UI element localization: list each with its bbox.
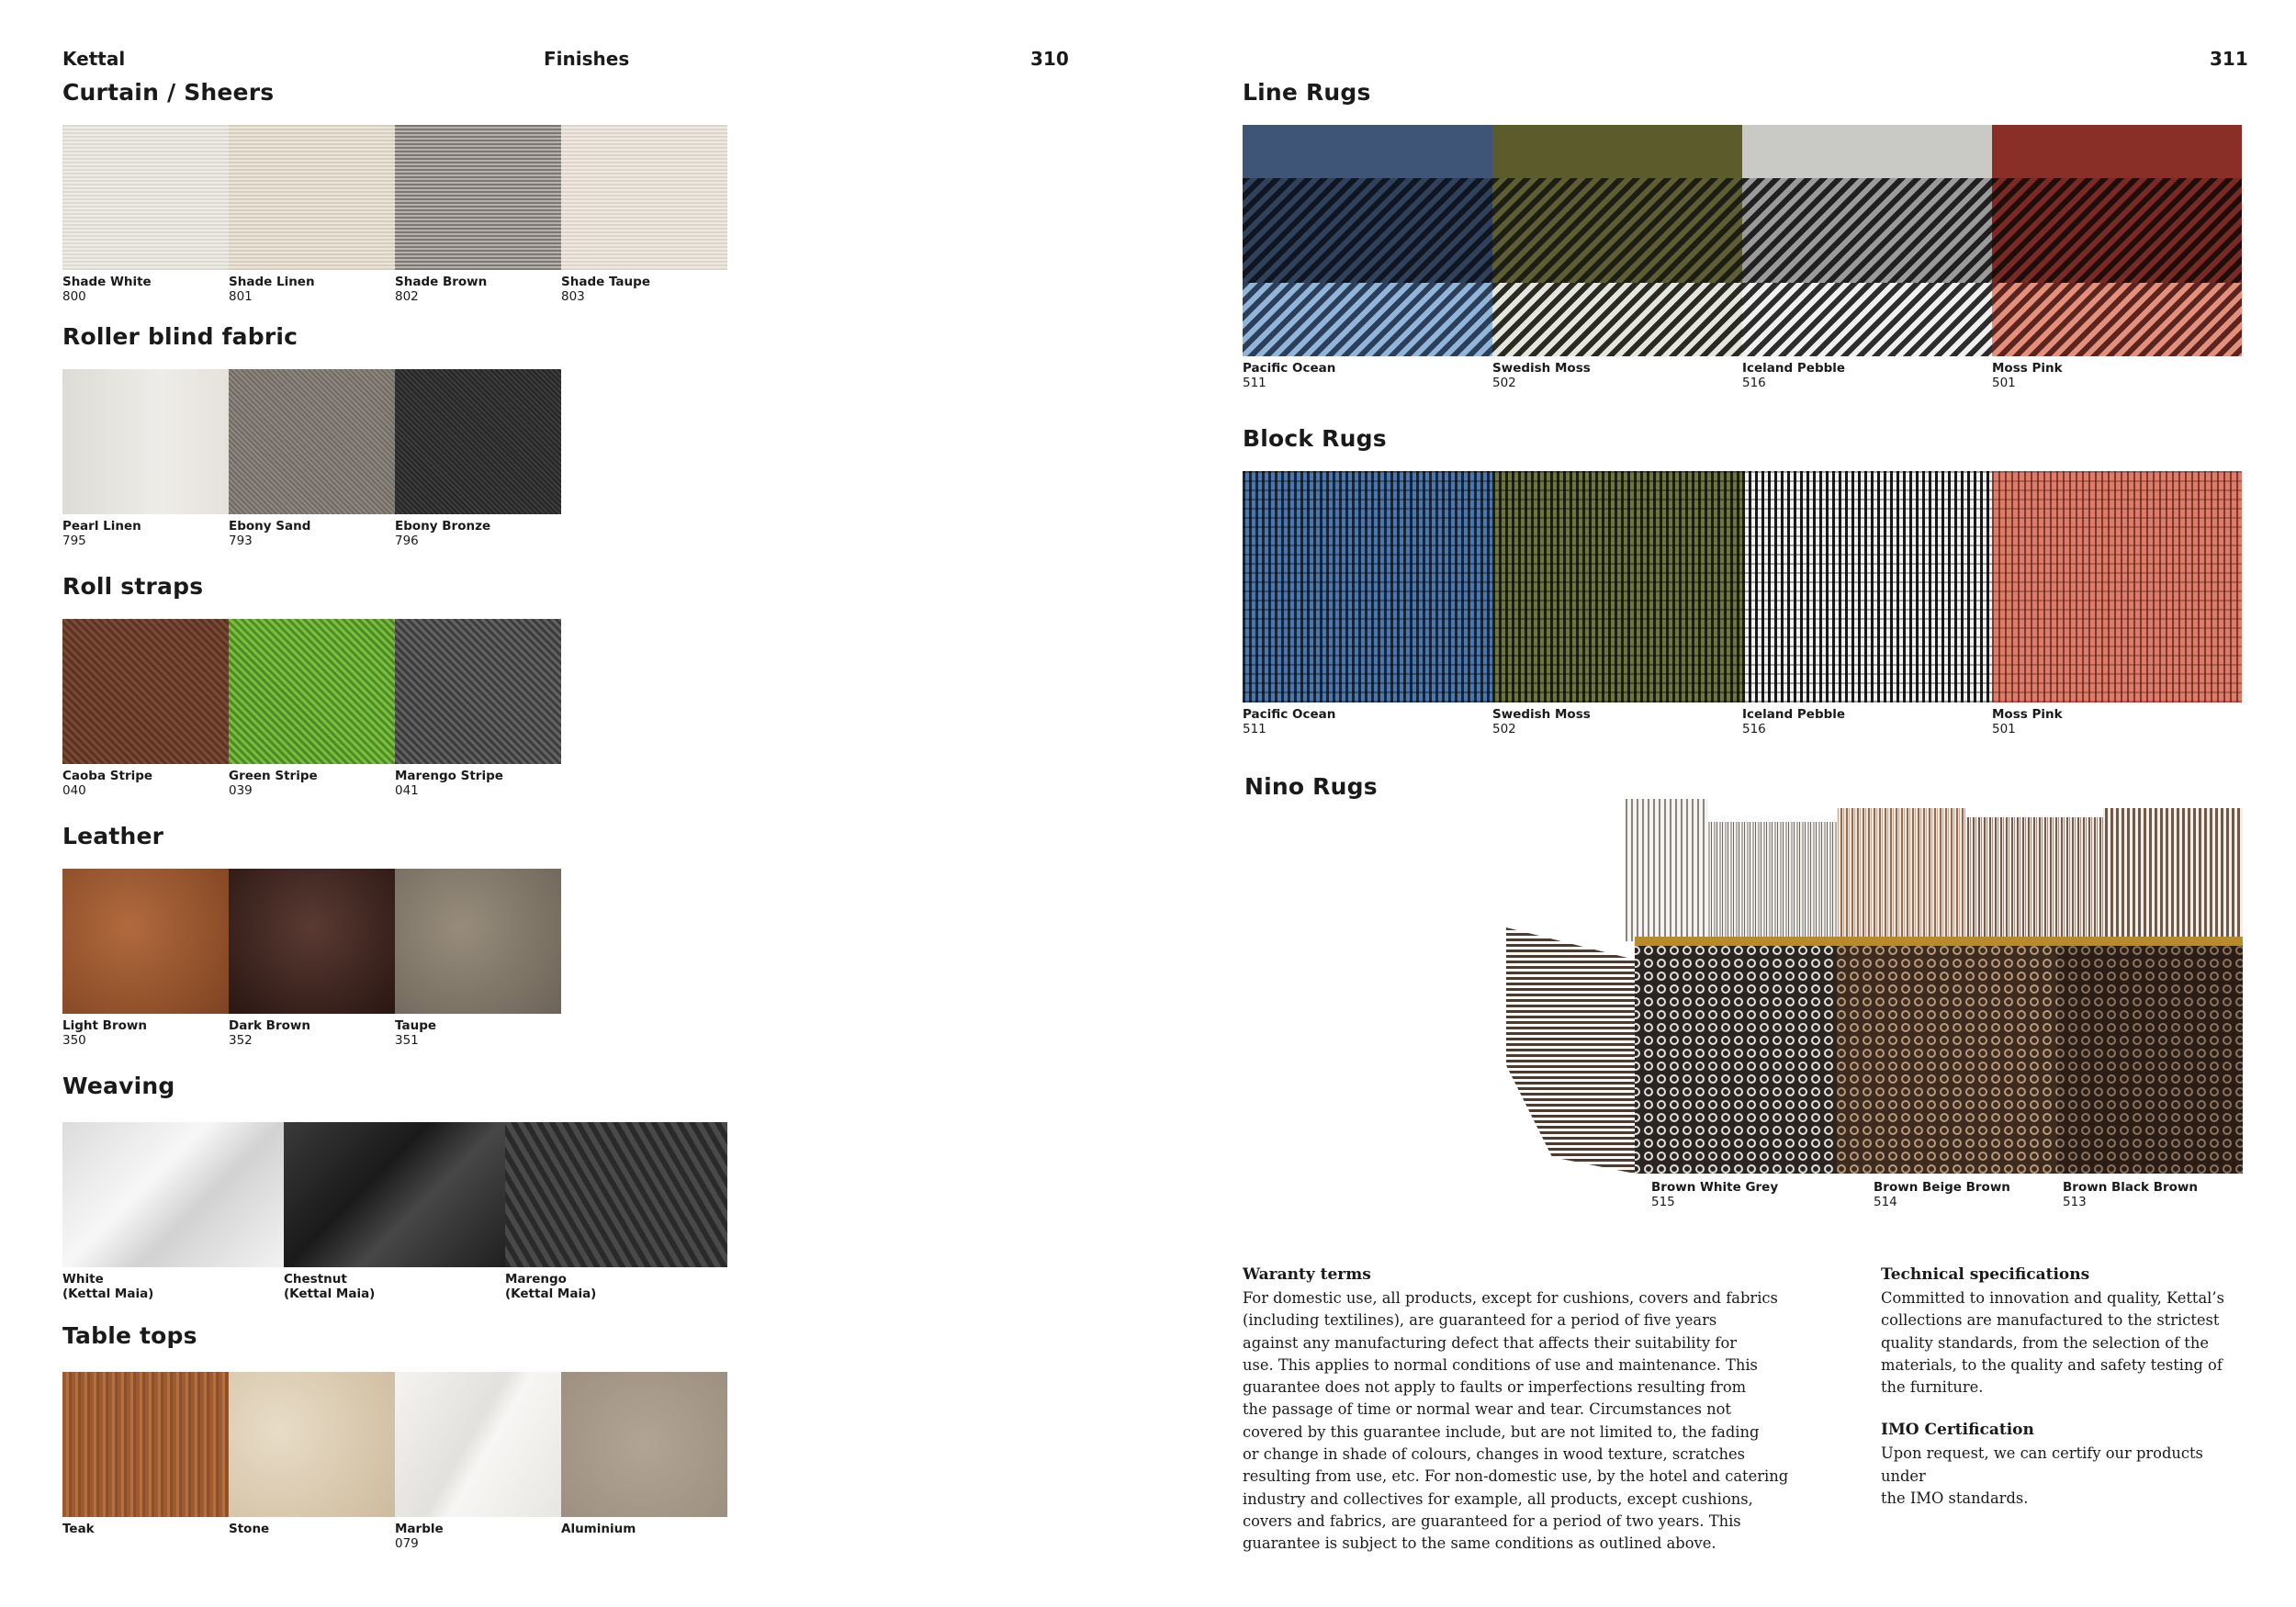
swatch-code: 795 (62, 534, 86, 548)
nino-rugs-captions (1651, 1180, 2246, 1209)
swatch-taupe[interactable] (395, 869, 561, 1048)
swatch-image (229, 369, 395, 514)
swatch-name: Moss Pink (1992, 707, 2063, 722)
swatch-code: 350 (62, 1033, 86, 1048)
swatch-name: Green Stripe (229, 769, 318, 783)
swatch-marble[interactable] (395, 1372, 561, 1551)
leather-swatches (62, 869, 561, 1048)
page-number-left: 310 (1030, 48, 1069, 70)
swatch-name: Marengo (505, 1272, 567, 1287)
swatch-block-pacific-ocean[interactable] (1243, 471, 1492, 736)
swatch-image (284, 1122, 505, 1267)
warranty-text: For domestic use, all products, except for cushions, covers and fabrics (including textilines), are guaranteed for a period of five years against any manufacturing defect that affects their suitability for use. This applies to normal conditions of use and maintenance. This guarantee does not apply to faults or imperfections resulting from the passage of time or normal wear and tear. Circumstances not covered by this guarantee include, but are not limited to, the fading or change in shade of colours, changes in wood texture, scratches resulting from use, etc. For non-domestic use, by the hotel and catering industry and collectives for example, all products, except cushions, covers and fabrics, are guaranteed for a period of two years. This guarantee is subject to the same conditions as outlined above. (1243, 1289, 1789, 1553)
swatch-image (62, 869, 229, 1014)
swatch-code: 803 (561, 289, 585, 304)
swatch-name: Aluminium (561, 1522, 636, 1536)
swatch-code: 502 (1492, 722, 1516, 736)
swatch-ebony-sand[interactable] (229, 369, 395, 548)
swatch-code: 801 (229, 289, 253, 304)
swatch-code: 513 (2063, 1195, 2087, 1209)
swatch-code: 516 (1742, 376, 1766, 390)
line-rugs-swatches (1243, 125, 2242, 390)
roller-swatches (62, 369, 561, 548)
fringe-top (1626, 799, 2243, 941)
swatch-block-moss-pink[interactable] (1992, 471, 2242, 736)
swatch-name: Iceland Pebble (1742, 707, 1846, 722)
swatch-code: 039 (229, 783, 253, 798)
swatch-block-iceland-pebble[interactable] (1742, 471, 1992, 736)
swatch-code: 793 (229, 534, 253, 548)
swatch-name: Stone (229, 1522, 270, 1536)
swatch-code: 501 (1992, 376, 2016, 390)
swatch-image (395, 369, 561, 514)
swatch-image (561, 125, 727, 270)
swatch-name: Shade Linen (229, 275, 315, 289)
swatch-code: 796 (395, 534, 419, 548)
swatch-code: 351 (395, 1033, 419, 1048)
block-rugs-swatches (1243, 471, 2242, 736)
swatch-ebony-bronze[interactable] (395, 369, 561, 548)
swatch-image (62, 125, 229, 270)
swatch-name: Caoba Stripe (62, 769, 153, 783)
swatch-name: Moss Pink (1992, 361, 2063, 376)
tabletops-swatches (62, 1372, 727, 1551)
tabletops-title: Table tops (62, 1322, 197, 1349)
swatch-name: Pearl Linen (62, 519, 141, 534)
curtain-title: Curtain / Sheers (62, 79, 275, 106)
swatch-image (62, 369, 229, 514)
swatch-image (395, 125, 561, 270)
swatch-light-brown[interactable] (62, 869, 229, 1048)
swatch-pearl-linen[interactable] (62, 369, 229, 548)
swatch-name: Swedish Moss (1492, 361, 1591, 376)
swatch-code: 041 (395, 783, 419, 798)
swatch-image (1992, 125, 2242, 356)
swatch-line-moss-pink[interactable] (1992, 125, 2242, 390)
swatch-weave-chestnut[interactable] (284, 1122, 505, 1301)
swatch-code: 802 (395, 289, 419, 304)
swatch-image (62, 1122, 284, 1267)
swatch-image (395, 619, 561, 764)
swatch-name: Marble (395, 1522, 444, 1536)
swatch-name: Pacific Ocean (1243, 707, 1336, 722)
imo-text: Upon request, we can certify our products under the IMO standards. (1881, 1444, 2203, 1508)
swatch-name: Chestnut (284, 1272, 347, 1287)
straps-title: Roll straps (62, 573, 204, 600)
page-number-right: 311 (2210, 48, 2248, 70)
swatch-code: 515 (1651, 1195, 1675, 1209)
swatch-name: Iceland Pebble (1742, 361, 1846, 376)
swatch-nino-brown-beige-brown[interactable] (1874, 1180, 2063, 1209)
swatch-name: Brown Black Brown (2063, 1180, 2199, 1195)
swatch-marengo-stripe[interactable] (395, 619, 561, 798)
swatch-image (229, 125, 395, 270)
nino-rugs-image (1488, 790, 2243, 1175)
swatch-name: Ebony Sand (229, 519, 311, 534)
swatch-image (229, 619, 395, 764)
line-rugs-title: Line Rugs (1243, 79, 1371, 106)
brand-name: Kettal (62, 48, 126, 70)
warranty-title: Waranty terms (1243, 1265, 1371, 1284)
tech-title: Technical specifications (1881, 1265, 2090, 1284)
swatch-code: 511 (1243, 722, 1266, 736)
curtain-swatches (62, 125, 727, 304)
imo-title: IMO Certification (1881, 1421, 2034, 1440)
leather-title: Leather (62, 823, 164, 849)
swatch-weave-marengo[interactable] (505, 1122, 727, 1301)
swatch-image (1742, 471, 1992, 702)
nino-rugs-title: Nino Rugs (1244, 773, 1378, 800)
swatch-name: Dark Brown (229, 1018, 310, 1033)
swatch-shade-taupe[interactable] (561, 125, 727, 304)
swatch-code: 514 (1874, 1195, 1897, 1209)
swatch-code: (Kettal Maia) (284, 1287, 376, 1301)
weaving-title: Weaving (62, 1073, 175, 1099)
swatch-line-iceland-pebble[interactable] (1742, 125, 1992, 390)
swatch-name: Swedish Moss (1492, 707, 1591, 722)
swatch-line-pacific-ocean[interactable] (1243, 125, 1492, 390)
swatch-image (1492, 125, 1742, 356)
warranty-block (1243, 1265, 1830, 1556)
roller-title: Roller blind fabric (62, 323, 298, 350)
swatch-nino-brown-white-grey[interactable] (1651, 1180, 1874, 1209)
swatch-image (1243, 125, 1492, 356)
swatch-code: (Kettal Maia) (505, 1287, 597, 1301)
swatch-image (395, 1372, 561, 1517)
swatch-code: 079 (395, 1536, 419, 1551)
swatch-name: Shade Taupe (561, 275, 650, 289)
weaving-swatches (62, 1122, 727, 1301)
swatch-name: Light Brown (62, 1018, 147, 1033)
swatch-image (1243, 471, 1492, 702)
swatch-image (395, 869, 561, 1014)
swatch-image (505, 1122, 727, 1267)
swatch-shade-linen[interactable] (229, 125, 395, 304)
swatch-image (1492, 471, 1742, 702)
swatch-name: Taupe (395, 1018, 437, 1033)
swatch-name: Shade White (62, 275, 152, 289)
section-name: Finishes (544, 48, 630, 70)
tech-block (1881, 1265, 2248, 1510)
swatch-code: 040 (62, 783, 86, 798)
swatch-name: Shade Brown (395, 275, 488, 289)
swatch-line-swedish-moss[interactable] (1492, 125, 1742, 390)
swatch-name: White (62, 1272, 104, 1287)
swatch-image (1992, 471, 2242, 702)
swatch-code: 352 (229, 1033, 253, 1048)
swatch-image (62, 619, 229, 764)
swatch-aluminium[interactable] (561, 1372, 727, 1551)
swatch-name: Brown White Grey (1651, 1180, 1779, 1195)
block-rugs-title: Block Rugs (1243, 425, 1387, 452)
swatch-image (62, 1372, 229, 1517)
swatch-dark-brown[interactable] (229, 869, 395, 1048)
swatch-image (229, 1372, 395, 1517)
swatch-block-swedish-moss[interactable] (1492, 471, 1742, 736)
swatch-image (229, 869, 395, 1014)
swatch-code: (Kettal Maia) (62, 1287, 154, 1301)
swatch-name: Teak (62, 1522, 95, 1536)
swatch-shade-brown[interactable] (395, 125, 561, 304)
swatch-code: 511 (1243, 376, 1266, 390)
swatch-image (1742, 125, 1992, 356)
swatch-code: 502 (1492, 376, 1516, 390)
swatch-green-stripe[interactable] (229, 619, 395, 798)
swatch-caoba-stripe[interactable] (62, 619, 229, 798)
swatch-name: Ebony Bronze (395, 519, 491, 534)
straps-swatches (62, 619, 561, 798)
swatch-shade-white[interactable] (62, 125, 229, 304)
swatch-name: Pacific Ocean (1243, 361, 1336, 376)
tech-text: Committed to innovation and quality, Kettal’s collections are manufactured to the strictest quality standards, from the selection of the materials, to the quality and safety testing of the furniture. (1881, 1289, 2224, 1397)
swatch-name: Brown Beige Brown (1874, 1180, 2010, 1195)
swatch-weave-white[interactable] (62, 1122, 284, 1301)
swatch-code: 800 (62, 289, 86, 304)
swatch-code: 501 (1992, 722, 2016, 736)
swatch-name: Marengo Stripe (395, 769, 503, 783)
swatch-code: 516 (1742, 722, 1766, 736)
swatch-teak[interactable] (62, 1372, 229, 1551)
swatch-image (561, 1372, 727, 1517)
swatch-stone[interactable] (229, 1372, 395, 1551)
swatch-nino-brown-black-brown[interactable] (2063, 1180, 2246, 1209)
